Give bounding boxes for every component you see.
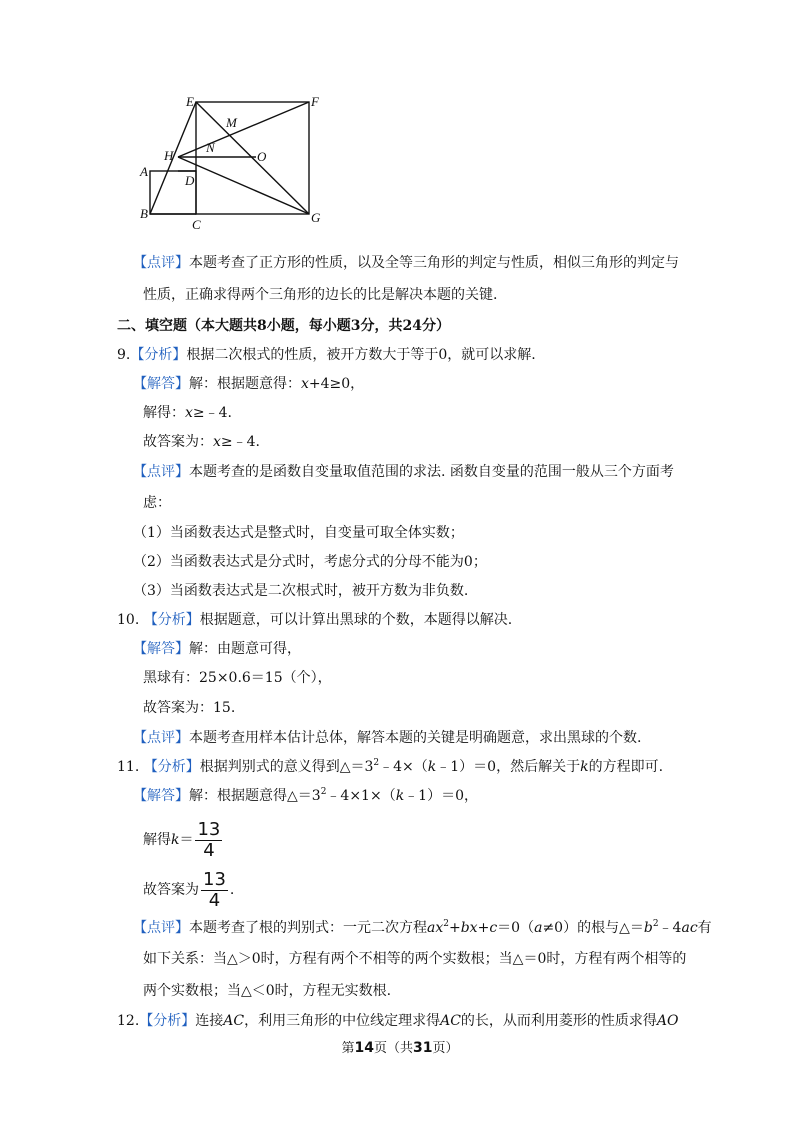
page-footer: 第14页（共31页） <box>341 1040 459 1056</box>
q8-comment-line1: 【点评】本题考查了正方形的性质，以及全等三角形的判定与性质，相似三角形的判定与 <box>133 255 679 271</box>
label-n: N <box>206 140 215 155</box>
section-heading: 二、填空题（本大题共8小题，每小题3分，共24分） <box>117 318 450 334</box>
q9-comment-line1: 【点评】本题考查的是函数自变量取值范围的求法. 函数自变量的范围一般从三个方面考 <box>133 464 674 480</box>
q10-final: 故答案为：15. <box>143 700 236 716</box>
q10-comment: 【点评】本题考查用样本估计总体，解答本题的关键是明确题意，求出黑球的个数. <box>133 730 642 746</box>
label-a: A <box>140 164 148 179</box>
geometry-figure <box>134 92 334 232</box>
q11-comment-line1: 【点评】本题考查了根的判别式：一元二次方程$ax^2+bx+c=0(a\ne 0)$的根与$\triangle=b^2﹣4ac$有 <box>133 919 712 936</box>
q9-item1: （1）当函数表达式是整式时，自变量可取全体实数； <box>133 525 464 541</box>
q9-analysis: 9.【分析】根据二次根式的性质，被开方数大于等于0，就可以求解. <box>117 347 536 363</box>
q10-calc: 黑球有：25×0.6＝15（个）， <box>143 670 332 686</box>
q11-solution: 解得k＝ $\frac{13}{4}$ <box>143 818 221 861</box>
line-eg <box>196 102 309 214</box>
label-c: C <box>192 217 201 232</box>
q11-analysis: 11. 【分析】根据判别式的意义得到$\triangle=3^2﹣4\times(k﹣1)=0$，然后解关于k的方程即可. <box>117 758 664 775</box>
q11-comment-line3: 两个实数根；当△＜0时，方程无实数根. <box>143 983 392 999</box>
fraction-13-4: $\frac{13}{4}$ <box>197 818 221 861</box>
q9-comment-line2: 虑： <box>143 495 171 511</box>
label-e: E <box>186 94 194 109</box>
label-o: O <box>257 149 267 164</box>
q10-analysis: 10. 【分析】根据题意，可以计算出黑球的个数，本题得以解决. <box>117 612 513 628</box>
line-hg <box>178 157 309 214</box>
fraction-13-4-final: $\frac{13}{4}$ <box>203 868 226 911</box>
label-b: B <box>140 206 148 221</box>
q9-answer: 【解答】解：根据题意得：x+4≥0， <box>133 376 365 392</box>
q11-answer: 【解答】解：根据题意得$\triangle=3^2﹣4\times 1\times(k﹣1)=0$， <box>133 787 479 804</box>
q8-comment-line2: 性质，正确求得两个三角形的边长的比是解决本题的关键. <box>143 287 498 303</box>
q10-answer: 【解答】解：由题意可得， <box>133 641 301 657</box>
label-h: H <box>164 148 174 163</box>
label-m: M <box>226 115 237 130</box>
q12-analysis: 12.【分析】连接AC，利用三角形的中位线定理求得AC的长，从而利用菱形的性质求得AO <box>117 1013 679 1029</box>
q11-final: 故答案为 $\frac{13}{4}$ . <box>143 868 235 911</box>
label-g: G <box>311 210 321 225</box>
q9-solve: 解得：x≥﹣4. <box>143 405 232 421</box>
label-d: D <box>185 173 195 188</box>
q9-final: 故答案为：x≥﹣4. <box>143 434 260 450</box>
q11-comment-line2: 如下关系：当△＞0时，方程有两个不相等的两个实数根；当△＝0时，方程有两个相等的 <box>143 951 687 967</box>
label-f: F <box>311 94 319 109</box>
q9-item3: （3）当函数表达式是二次根式时，被开方数为非负数. <box>133 583 469 599</box>
q9-item2: （2）当函数表达式是分式时，考虑分式的分母不能为0； <box>133 554 487 570</box>
comment-tag: 【点评】 <box>133 255 189 271</box>
